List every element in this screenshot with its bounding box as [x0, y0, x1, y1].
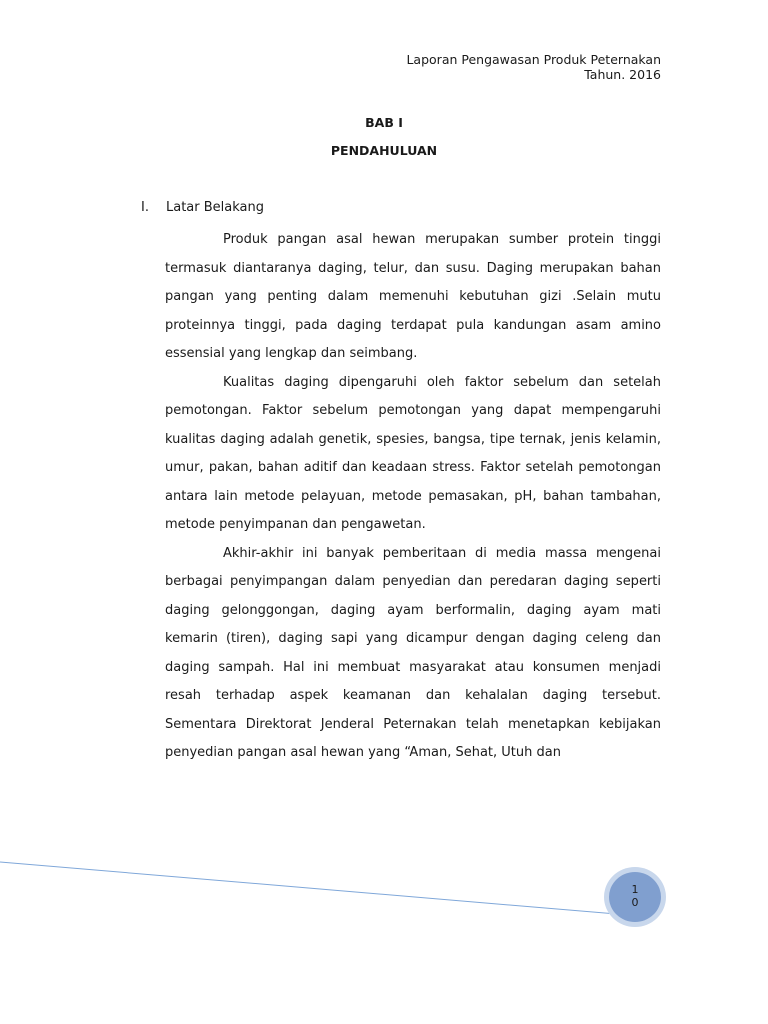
- section-number: I.: [141, 200, 149, 215]
- chapter-title: PENDAHULUAN: [330, 143, 438, 158]
- paragraph: Produk pangan asal hewan merupakan sumber protein tinggi termasuk diantaranya daging, telur, dan susu. Daging merupakan bahan pangan yang penting dalam memenuhi kebutuhan gizi .Selain mutu proteinnya tinggi, pada daging terdapat pula kandungan asam amino essensial yang lengkap dan seimbang.: [165, 232, 661, 361]
- header-year: Tahun. 2016: [584, 67, 661, 82]
- paragraph: Akhir-akhir ini banyak pemberitaan di media massa mengenai berbagai penyimpangan dalam penyedian dan peredaran daging seperti daging gelonggongan, daging ayam berformalin, daging ayam mati kemarin (tiren), daging sapi yang dicampur dengan daging celeng dan daging sampah. Hal ini membuat masyarakat atau konsumen menjadi resah terhadap aspek keamanan dan kehalalan daging tersebut. Sementara Direktorat Jenderal Peternakan telah menetapkan kebijakan penyedian pangan asal hewan yang “Aman, Sehat, Utuh dan: [165, 545, 661, 760]
- header-report-title: Laporan Pengawasan Produk Peternakan: [406, 52, 661, 67]
- page-number: [603, 883, 667, 909]
- body-text: [165, 226, 661, 768]
- page-number-digit-2: 0: [631, 896, 639, 909]
- section-heading: [141, 200, 264, 215]
- chapter-number: BAB I: [365, 115, 403, 130]
- section-title: Latar Belakang: [166, 200, 265, 215]
- paragraph: Kualitas daging dipengaruhi oleh faktor sebelum dan setelah pemotongan. Faktor sebelum pemotongan yang dapat mempengaruhi kualitas daging adalah genetik, spesies, bangsa, tipe ternak, jenis kelamin, umur, pakan, bahan aditif dan keadaan stress. Faktor setelah pemotongan antara lain metode pelayuan, metode pemasakan, pH, bahan tambahan, metode penyimpanan dan pengawetan.: [165, 374, 661, 532]
- running-header: [406, 52, 661, 82]
- page-number-digit-1: 1: [631, 883, 639, 896]
